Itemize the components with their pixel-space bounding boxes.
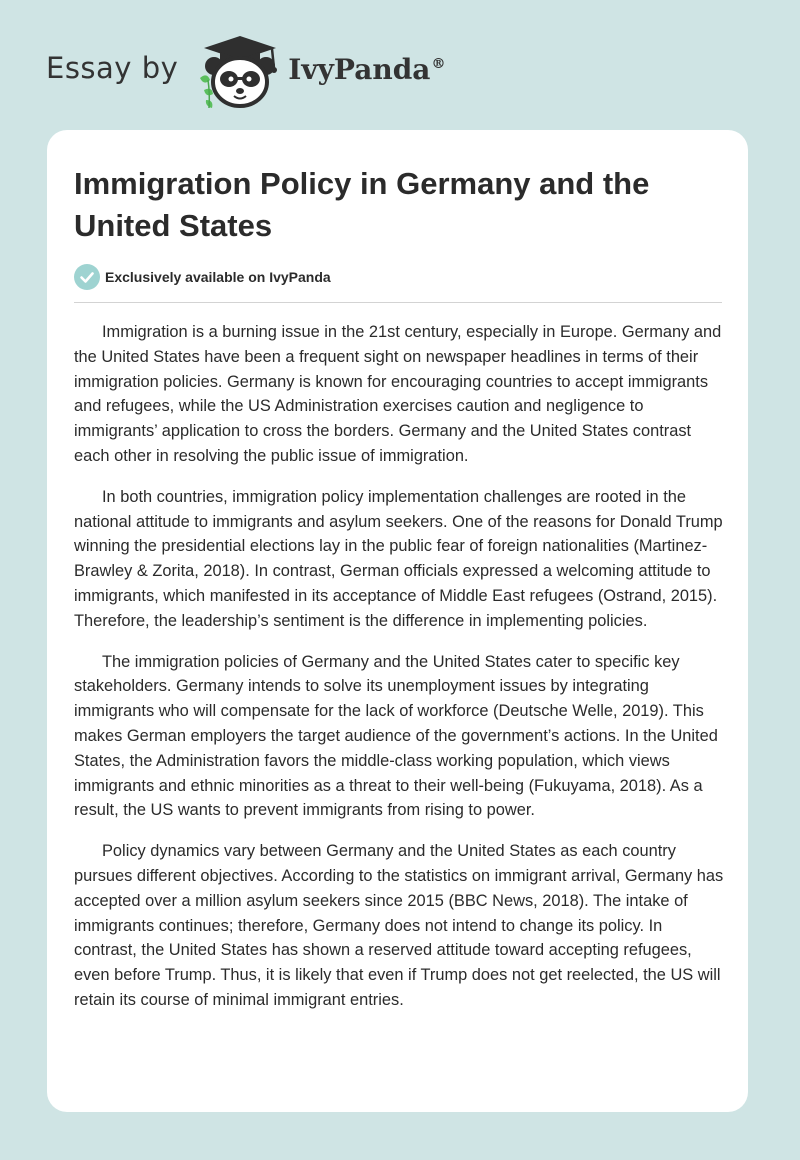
essay-body — [74, 320, 726, 1029]
exclusive-badge-label: Exclusively available on IvyPanda — [105, 269, 331, 285]
brand-name-text: IvyPanda — [288, 52, 431, 86]
exclusive-badge — [74, 264, 331, 290]
essay-paragraph-4: Policy dynamics vary between Germany and the United States as each country pursues different objectives. According to the statistics on immigrant arrival, Germany has accepted over a million asylum seekers since 2015 (BBC News, 2018). The intake of immigrants continues; therefore, Germany does not intend to change its policy. In contrast, the United States has shown a reserved attitude toward accepting refugees, even before Trump. Thus, it is likely that even if Trump does not get reelected, the US will retain its course of minimal immigrant entries. — [74, 842, 724, 1009]
essay-paragraph-1: Immigration is a burning issue in the 21st century, especially in Europe. Germany and the United States have been a frequent sight on newspaper headlines in terms of their immigration policies. Germany is known for encouraging countries to accept immigrants and refugees, while the US Administration exercises caution and negligence to immigrants’ application to cross the borders. Germany and the United States contrast each other in resolving the public issue of immigration. — [74, 323, 722, 465]
check-circle-icon — [74, 264, 100, 290]
essay-title: Immigration Policy in Germany and the United States — [74, 166, 650, 243]
essay-by-label: Essay by — [46, 51, 179, 85]
panda-logo-icon[interactable] — [194, 34, 286, 110]
site-header — [46, 34, 445, 110]
brand-name[interactable] — [288, 53, 445, 86]
registered-mark: ® — [431, 56, 446, 73]
title-divider — [74, 302, 722, 303]
essay-paragraph-2: In both countries, immigration policy implementation challenges are rooted in the national attitude to immigrants and asylum seekers. One of the reasons for Donald Trump winning the presidential elections lay in the public fear of foreign nationalities (Martinez-Brawley & Zorita, 2018). In contrast, German officials expressed a welcoming attitude to immigrants, which manifested in its acceptance of Middle East refugees (Ostrand, 2015). Therefore, the leadership’s sentiment is the difference in implementing policies. — [74, 487, 723, 630]
essay-paragraph-3: The immigration policies of Germany and the United States cater to specific key stakeholders. Germany intends to solve its unemployment issues by integrating immigrants who will compensate for the lack of workforce (Deutsche Welle, 2019). This makes German employers the target audience of the government’s actions. In the United States, the Administration favors the middle-class working population, which views immigrants and ethnic minorities as a threat to their well-being (Fukuyama, 2018). As a result, the US wants to prevent immigrants from rising to power. — [74, 652, 718, 820]
essay-card — [47, 130, 748, 1112]
